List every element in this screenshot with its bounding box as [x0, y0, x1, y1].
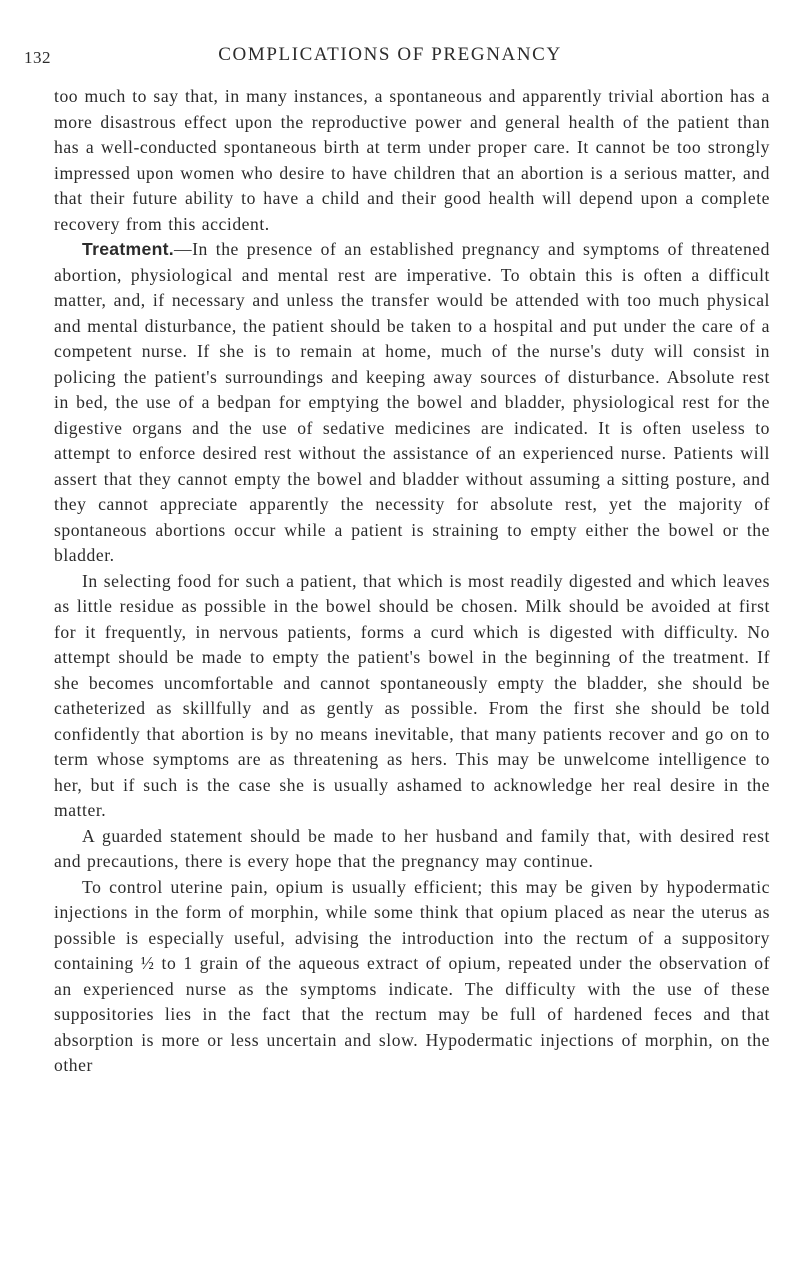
running-head	[24, 40, 756, 70]
paragraph-uterine-pain: To control uterine pain, opium is usually efficient; this may be given by hypodermatic injections in the form of morphin, while some think that opium placed as near the uterus as possible is especially useful, advising the introduction into the rectum of a suppository containing ½ to 1 grain of the aqueous extract of opium, repeated under the observation of an experienced nurse as the symptoms indicate. The difficulty with the use of these suppositories lies in the fact that the rectum may be full of hardened feces and that absorption is more or less uncertain and slow. Hypodermatic injections of morphin, on the other	[54, 876, 770, 1075]
running-title: COMPLICATIONS OF PREGNANCY	[218, 44, 562, 65]
paragraph-continuation: too much to say that, in many instances, a spontaneous and apparently trivial abortion has a more disastrous effect upon the reproductive power and general health of the patient than has a well-conducted spontaneous birth at term under proper care. It cannot be too strongly impressed upon women who desire to have children that an abortion is a serious matter, and that their future ability to have a child and their good health will depend upon a complete recovery from this accident.	[54, 86, 770, 234]
paragraph-text: —In the presence of an established pregnancy and symptoms of threatened abortion, physiological and mental rest are imperative. To obtain this is often a difficult matter, and, if necessary and unless the transfer would be attended with too much physical and mental disturbance, the patient should be taken to a hospital and put under the care of a competent nurse. If she is to remain at home, much of the nurse's duty will consist in policing the patient's surroundings and keeping away sources of disturbance. Absolute rest in bed, the use of a bedpan for emptying the bowel and bladder, physiological rest for the digestive organs and the use of sedative medicines are indicated. It is often useless to attempt to enforce desired rest without the assistance of an experienced nurse. Patients will assert that they cannot empty the bowel and bladder without assuming a sitting posture, and they cannot appreciate apparently the necessity for absolute rest, yet the majority of spontaneous abortions occur while a patient is straining to empty either the bowel or the bladder.	[54, 239, 770, 565]
body-text	[54, 84, 770, 1079]
section-heading-treatment: Treatment.	[82, 239, 174, 259]
page-number: 132	[24, 48, 51, 67]
paragraph-food: In selecting food for such a patient, that which is most readily digested and which leaves as little residue as possible in the bowel should be chosen. Milk should be avoided at first for it frequently, in nervous patients, forms a curd which is digested with difficulty. No attempt should be made to empty the patient's bowel in the beginning of the treatment. If she becomes uncomfortable and cannot spontaneously empty the bladder, she should be catheterized as skillfully and as gently as possible. From the first she should be told confidently that abortion is by no means inevitable, that many patients recover and go on to term whose symptoms are as threatening as hers. This may be unwelcome intelligence to her, but if such is the case she is usually ashamed to acknowledge her real desire in the matter.	[54, 570, 770, 820]
paragraph-treatment	[54, 237, 770, 569]
paragraph-guarded-statement: A guarded statement should be made to her husband and family that, with desired rest and precautions, there is every hope that the pregnancy may continue.	[54, 825, 770, 871]
